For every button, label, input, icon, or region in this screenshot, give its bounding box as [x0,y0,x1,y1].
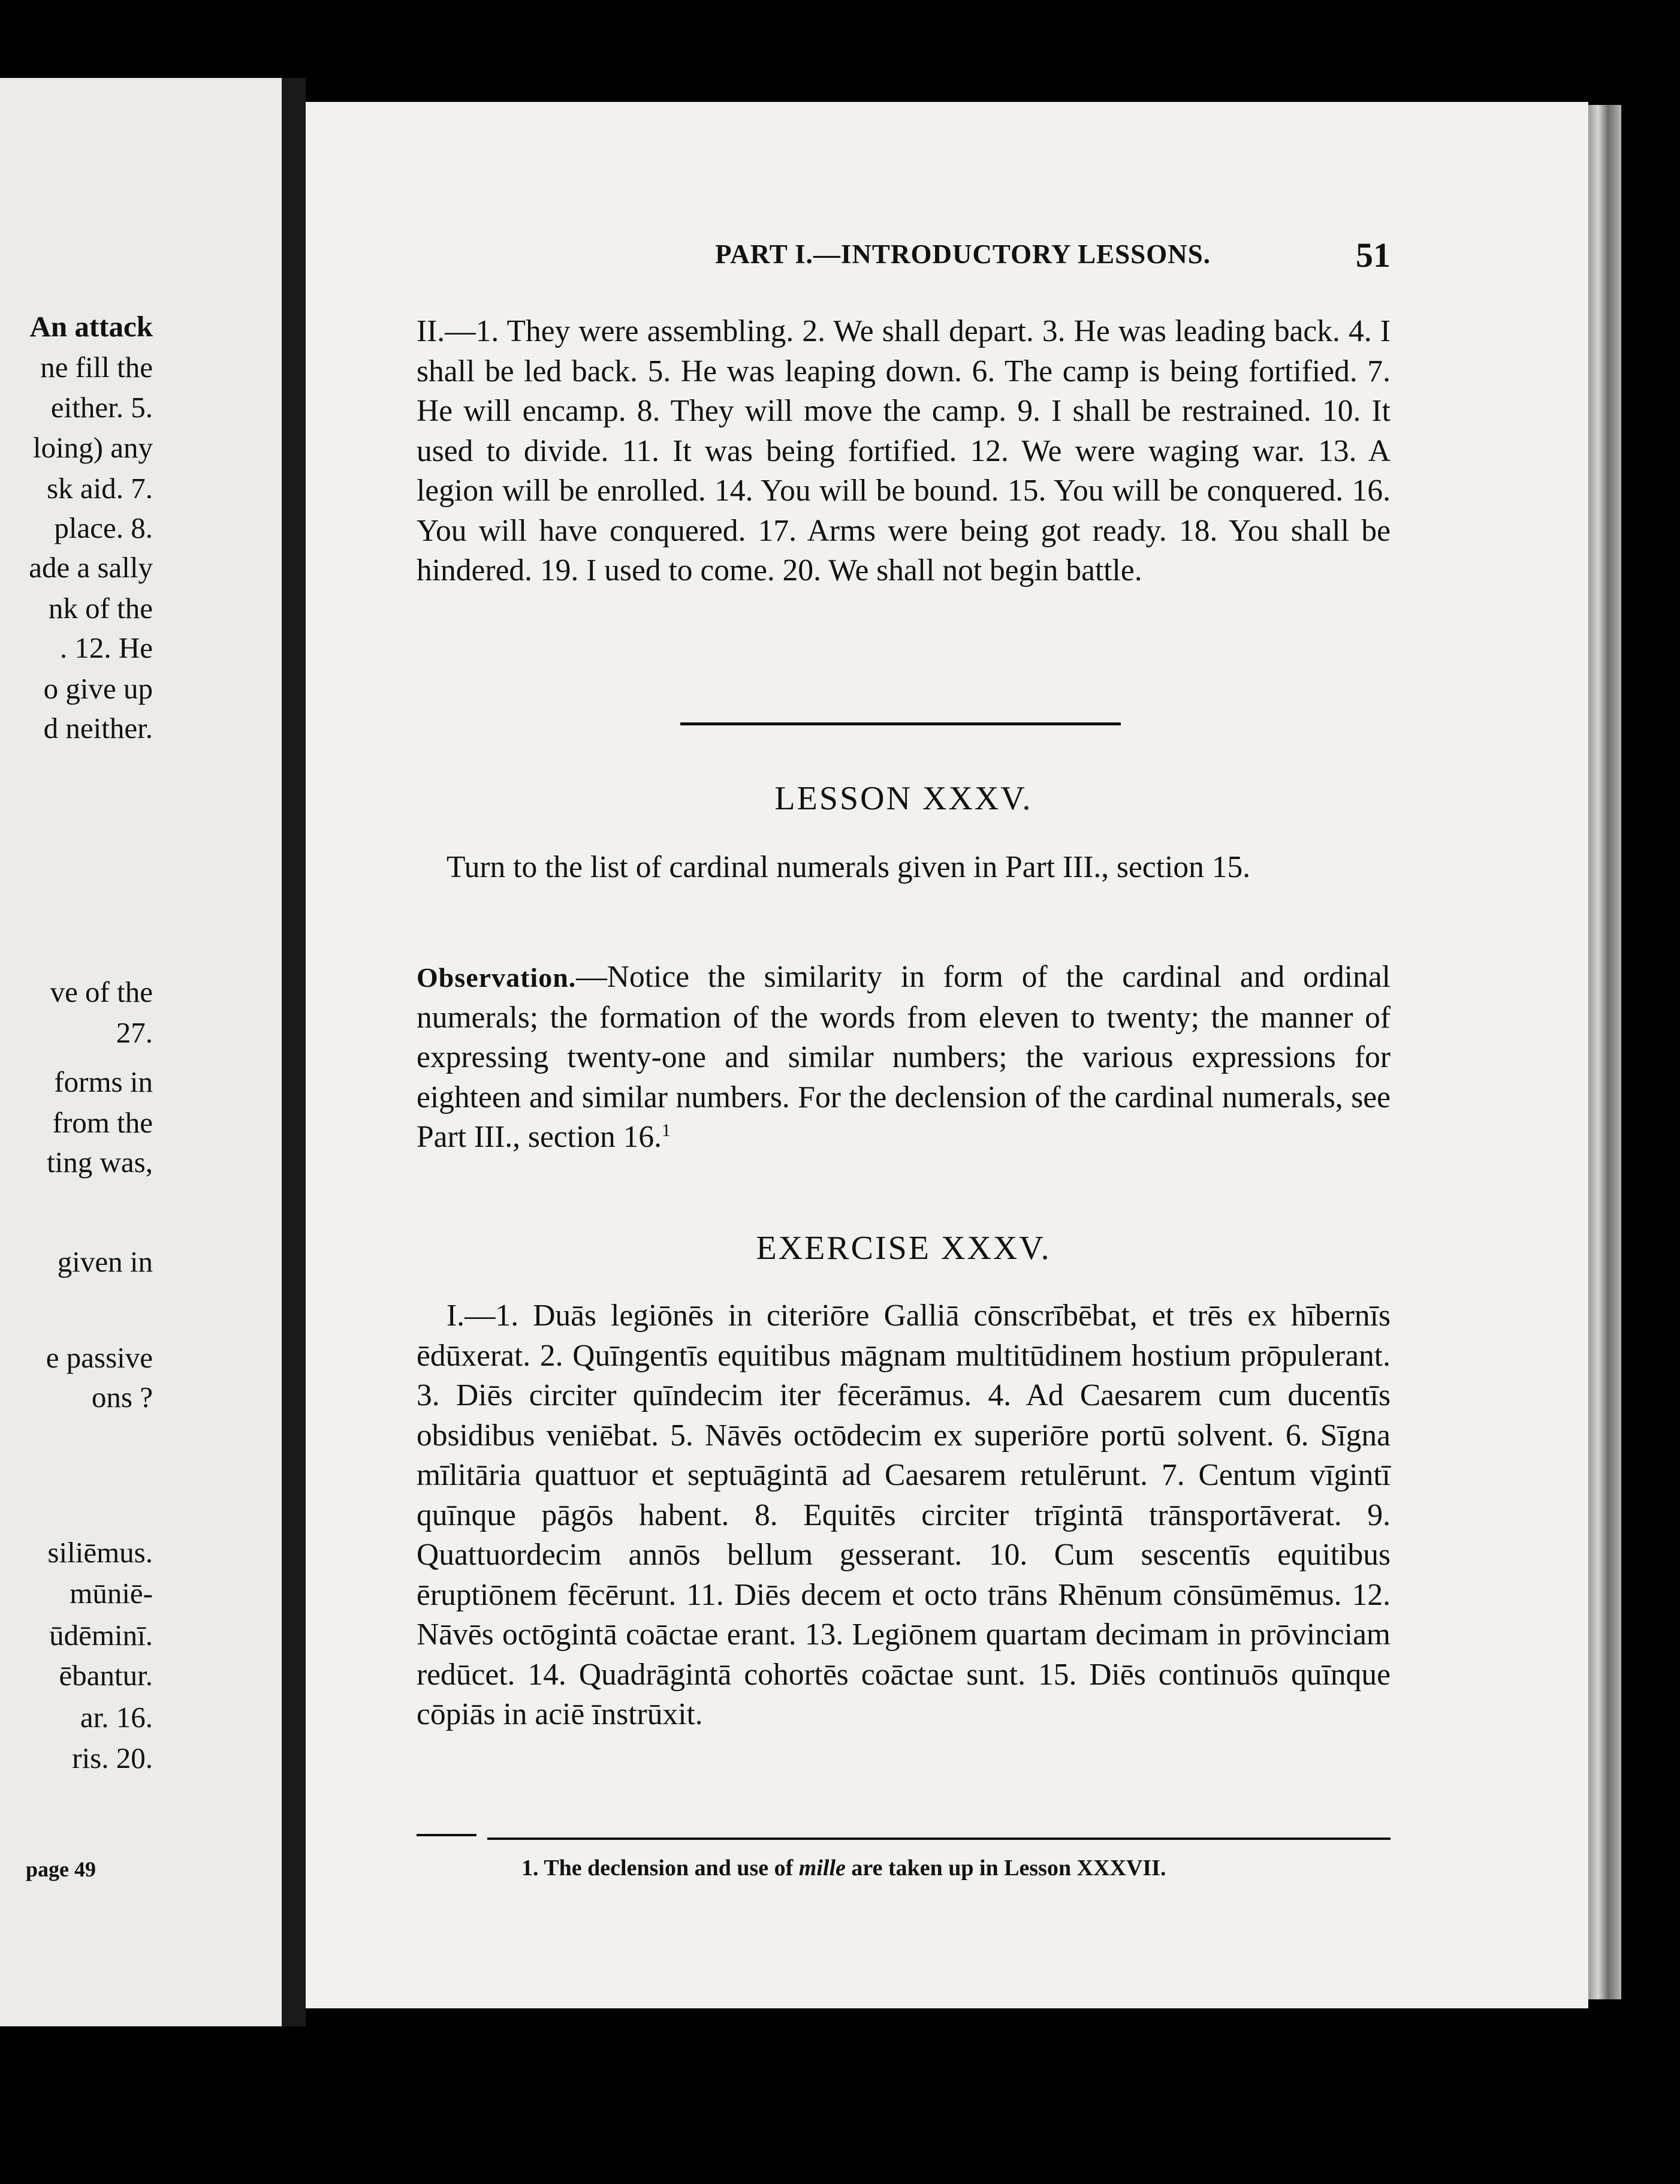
left-page-line: either. 5. [50,391,153,424]
observation-text: —Notice the similarity in form of the cardinal and ordinal numerals; the formation of the words from eleven to twenty; the manner of expressing twenty-one and similar numbers; the various expressions for eighteen and similar numbers. For the declension of the cardinal numerals, see Part III., section 16. [417,960,1391,1154]
footnote-text-end: are taken up in Lesson XXXVII. [845,1855,1166,1881]
footnote-rule [487,1837,1391,1840]
book-spine [282,78,306,2026]
left-page-line: nk of the [48,592,153,625]
left-page-line: from the [52,1106,153,1139]
left-page-line: siliēmus. [47,1536,153,1569]
left-page-line: ne fill the [40,351,153,384]
left-page-line: d neither. [43,712,153,745]
left-page-line: ting was, [47,1146,153,1179]
left-page-line: place. 8. [54,511,153,544]
exercise-previous-part-two: II.—1. They were assembling. 2. We shall depart. 3. He was leading back. 4. I shall be led back. 5. He was leaping down. 6. The camp is being fortified. 7. He will encamp. 8. They will move the camp. 9. I shall be restrained. 10. It used to divide. 11. It was being fortified. 12. We were waging war. 13. A legion will be enrolled. 14. You will be bound. 15. You will be conquered. 16. You will have conquered. 17. Arms were being got ready. 18. You shall be hindered. 19. I used to come. 20. We shall not begin battle. [417,314,1391,588]
observation-label: Observation. [417,962,577,993]
left-page-line: ar. 16. [80,1701,153,1734]
footnote-number: 1. [521,1855,539,1881]
footnote-rule-short [417,1834,476,1836]
left-page-line: forms in [54,1065,153,1098]
running-head-title: PART I.—INTRODUCTORY LESSONS. [715,239,1211,269]
page-edge [1588,105,1621,1999]
left-page-line: An attack [29,310,153,343]
left-page-line: mūniē- [70,1577,153,1610]
left-page-line: o give up [43,672,153,705]
running-head [417,236,1391,275]
left-page-line: ēbantur. [59,1659,153,1692]
footnote-italic-word: mille [798,1855,846,1881]
exercise-part-one: I.—1. Duās legiōnēs in citeriōre Galliā cōnscrībēbat, et trēs ex hībernīs ēdūxerat. 2. Quīngentīs equitibus māgnam multitūdinem hostium prōpulerant. 3. Diēs circiter quīndecim iter fēcerāmus. 4. Ad Caesarem cum ducentīs obsidibus veniēbat. 5. Nāvēs octōdecim ex superiōre portū solvent. 6. Sīgna mīlitāria quattuor et septuāgintā ad Caesarem retulērunt. 7. Centum vīgintī quīnque pāgōs habent. 8. Equitēs circiter trīgintā trānsportāverat. 9. Quattuordecim annōs bellum gesserant. 10. Cum sescentīs equitibus ēruptiōnem fēcērunt. 11. Diēs decem et octo trāns Rhēnum cōnsūmēmus. 12. Nāvēs octōgintā coāctae erant. 13. Legiōnem quartam decimam in prōvinciam redūcet. 14. Quadrāgintā cohortēs coāctae sunt. 15. Diēs continuōs quīnque cōpiās in aciē īnstrūxit. [417,1299,1391,1731]
left-page-line: given in [57,1245,153,1278]
page-number: 51 [1356,236,1391,275]
left-page-line: . 12. He [59,631,153,664]
left-page-line: ris. 20. [72,1742,153,1775]
footnote-text: The declension and use of [544,1855,799,1881]
previous-page [0,78,282,2026]
exercise-heading: EXERCISE XXXV. [756,1230,1051,1267]
left-page-line: 27. [116,1016,153,1049]
footnote-mark: 1 [662,1120,671,1140]
footnote [521,1855,1166,1881]
section-divider [680,722,1121,725]
left-page-line: ade a sally [29,551,153,584]
left-page-line: sk aid. 7. [47,472,153,505]
lesson-heading: LESSON XXXV. [774,780,1033,817]
left-page-line: loing) any [32,431,153,464]
left-page-line: page 49 [26,1857,96,1881]
observation-paragraph [417,957,1391,1158]
left-page-line: ve of the [50,975,153,1008]
lesson-intro: Turn to the list of cardinal numerals given in Part III., section 15. [447,850,1251,884]
left-page-line: e passive [46,1341,153,1374]
left-page-line: ons ? [91,1381,153,1414]
left-page-line: ūdēminī. [49,1619,153,1652]
